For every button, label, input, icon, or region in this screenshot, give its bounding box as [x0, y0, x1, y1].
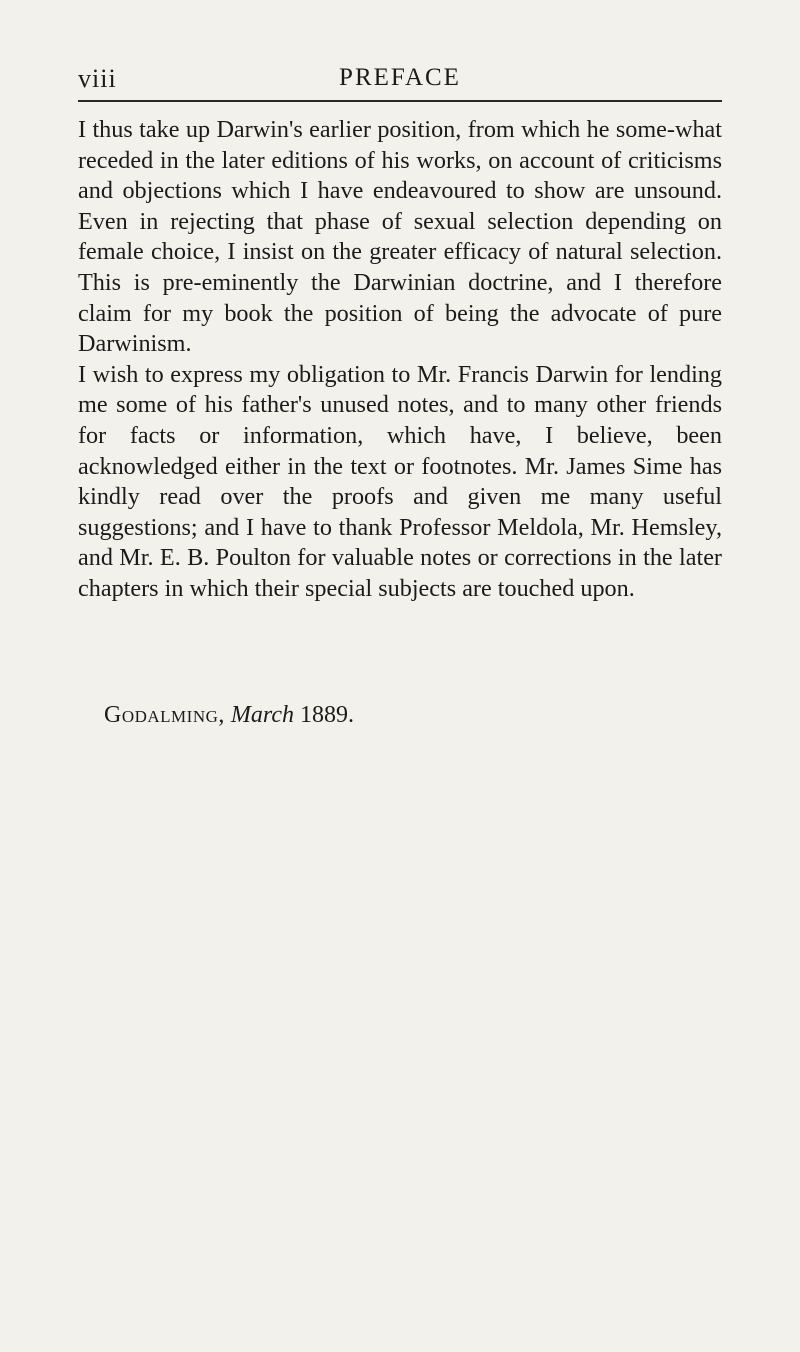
- preface-body: [78, 115, 722, 605]
- signature-place: Godalming,: [104, 702, 225, 728]
- signature-month: March: [230, 702, 294, 728]
- paragraph-2: I wish to express my obligation to Mr. Francis Darwin for lending me some of his father's unused notes, and to many other friends for facts or information, which have, I believe, been acknowledged either in the text or footnotes. Mr. James Sime has kindly read over the proofs and given me many useful suggestions; and I have to thank Professor Meldola, Mr. Hemsley, and Mr. E. B. Poulton for valuable notes or corrections in the later chapters in which their special subjects are touched upon.: [78, 360, 722, 602]
- paragraph-1: I thus take up Darwin's earlier position, from which he some-what receded in the later editions of his works, on account of criticisms and objections which I have endeavoured to show are unsound. Even in rejecting that phase of sexual selection depending on female choice, I insist on the greater efficacy of natural selection. This is pre-eminently the Darwinian doctrine, and I therefore claim for my book the position of being the advocate of pure Darwinism.: [78, 116, 722, 358]
- running-head: [78, 58, 722, 98]
- running-title: PREFACE: [339, 64, 461, 91]
- signature-year: 1889.: [299, 702, 354, 728]
- header-rule: [78, 100, 722, 102]
- signature-line: [104, 700, 354, 730]
- page-number: viii: [78, 64, 117, 93]
